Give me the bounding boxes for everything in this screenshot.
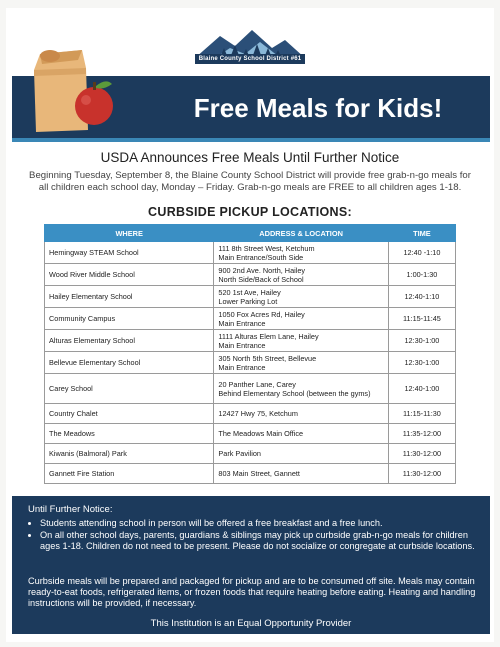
location-address: Park Pavilion — [214, 444, 388, 464]
address-line: 1111 Alturas Elem Lane, Hailey — [218, 331, 319, 341]
list-item: • On all other school days, parents, guardians & siblings may pick up curbside grab-n-go meals for children ages 1-18. Children do not need to be present. Please do not socialize or congregate at curbside locations. — [40, 530, 490, 552]
table-row — [45, 242, 456, 264]
notice-heading: Until Further Notice: — [28, 504, 113, 515]
table-row — [45, 330, 456, 352]
table-row — [45, 308, 456, 330]
address-detail: Main Entrance/South Side — [218, 252, 304, 262]
location-address: 803 Main Street, Gannett — [214, 464, 388, 484]
location-name: Hemingway STEAM School — [45, 242, 214, 264]
notice-list — [28, 518, 490, 553]
banner-title: Free Meals for Kids! — [193, 93, 443, 123]
table-row — [45, 286, 456, 308]
location-address — [214, 352, 388, 374]
equal-opportunity-statement: This Institution is an Equal Opportunity Provider — [150, 618, 352, 629]
pickup-time: 12:30-1:00 — [388, 330, 455, 352]
table-row — [45, 464, 456, 484]
column-header-time: TIME — [388, 225, 455, 242]
banner-accent-line — [12, 138, 490, 142]
notice-panel — [12, 496, 490, 634]
pickup-time: 11:35-12:00 — [388, 424, 455, 444]
pickup-time: 11:15-11:30 — [388, 404, 455, 424]
location-address — [214, 374, 388, 404]
address-line: 900 2nd Ave. North, Hailey — [218, 265, 306, 275]
table-row — [45, 374, 456, 404]
location-name: Kiwanis (Balmoral) Park — [45, 444, 214, 464]
district-name: Blaine County School District #61 — [195, 54, 305, 64]
address-detail: North Side/Back of School — [218, 274, 304, 284]
address-detail: Behind Elementary School (between the gyms) — [218, 388, 371, 398]
location-name: Carey School — [45, 374, 214, 404]
pickup-time: 1:00-1:30 — [388, 264, 455, 286]
table-row — [45, 444, 456, 464]
pickup-time: 11:15-11:45 — [388, 308, 455, 330]
pickup-locations-table — [44, 224, 456, 484]
pickup-time: 11:30-12:00 — [388, 464, 455, 484]
table-header-row — [45, 225, 456, 242]
location-name: Hailey Elementary School — [45, 286, 214, 308]
announcement-subtitle: USDA Announces Free Meals Until Further Notice — [100, 150, 400, 165]
address-line: 20 Panther Lane, Carey — [218, 379, 296, 389]
location-address — [214, 264, 388, 286]
address-detail: Lower Parking Lot — [218, 296, 278, 306]
location-name: Alturas Elementary School — [45, 330, 214, 352]
pickup-time: 12:40-1:00 — [388, 374, 455, 404]
table-row — [45, 352, 456, 374]
location-address: 12427 Hwy 75, Ketchum — [214, 404, 388, 424]
table-row — [45, 404, 456, 424]
announcement-intro: Beginning Tuesday, September 8, the Blaine County School District will provide free grab-n-go meals for all children each school day, Monday – Friday. Grab-n-go meals are FREE to all children ages 1-18. — [29, 170, 471, 193]
location-name: Bellevue Elementary School — [45, 352, 214, 374]
address-detail: Main Entrance — [218, 362, 266, 372]
location-address — [214, 330, 388, 352]
table-row — [45, 264, 456, 286]
notice-paragraph: Curbside meals will be prepared and packaged for pickup and are to be consumed off site. Meals may contain ready-to-eat foods, refrigerated items, or frozen foods that require heating before eating. Heating and handling instructions will be provided, if necessary. — [28, 576, 476, 608]
address-line: 1050 Fox Acres Rd, Hailey — [218, 309, 305, 319]
address-detail: Main Entrance — [218, 318, 266, 328]
pickup-time: 12:40-1:10 — [388, 286, 455, 308]
pickup-time: 12:30-1:00 — [388, 352, 455, 374]
location-name: Wood River Middle School — [45, 264, 214, 286]
location-name: The Meadows — [45, 424, 214, 444]
location-name: Community Campus — [45, 308, 214, 330]
address-detail: Main Entrance — [218, 340, 266, 350]
pickup-time: 12:40 -1:10 — [388, 242, 455, 264]
location-address — [214, 308, 388, 330]
table-row — [45, 424, 456, 444]
location-address: The Meadows Main Office — [214, 424, 388, 444]
address-line: 305 North 5th Street, Bellevue — [218, 353, 317, 363]
address-line: 520 1st Ave, Hailey — [218, 287, 281, 297]
list-item: • Students attending school in person will be offered a free breakfast and a free lunch. — [40, 518, 490, 529]
lunch-bag-icon — [20, 42, 120, 132]
column-header-address: ADDRESS & LOCATION — [214, 225, 388, 242]
location-address — [214, 242, 388, 264]
pickup-heading: CURBSIDE PICKUP LOCATIONS: — [148, 205, 352, 219]
location-name: Gannett Fire Station — [45, 464, 214, 484]
location-address — [214, 286, 388, 308]
column-header-where: WHERE — [45, 225, 214, 242]
location-name: Country Chalet — [45, 404, 214, 424]
pickup-time: 11:30-12:00 — [388, 444, 455, 464]
address-line: 111 8th Street West, Ketchum — [218, 243, 315, 253]
